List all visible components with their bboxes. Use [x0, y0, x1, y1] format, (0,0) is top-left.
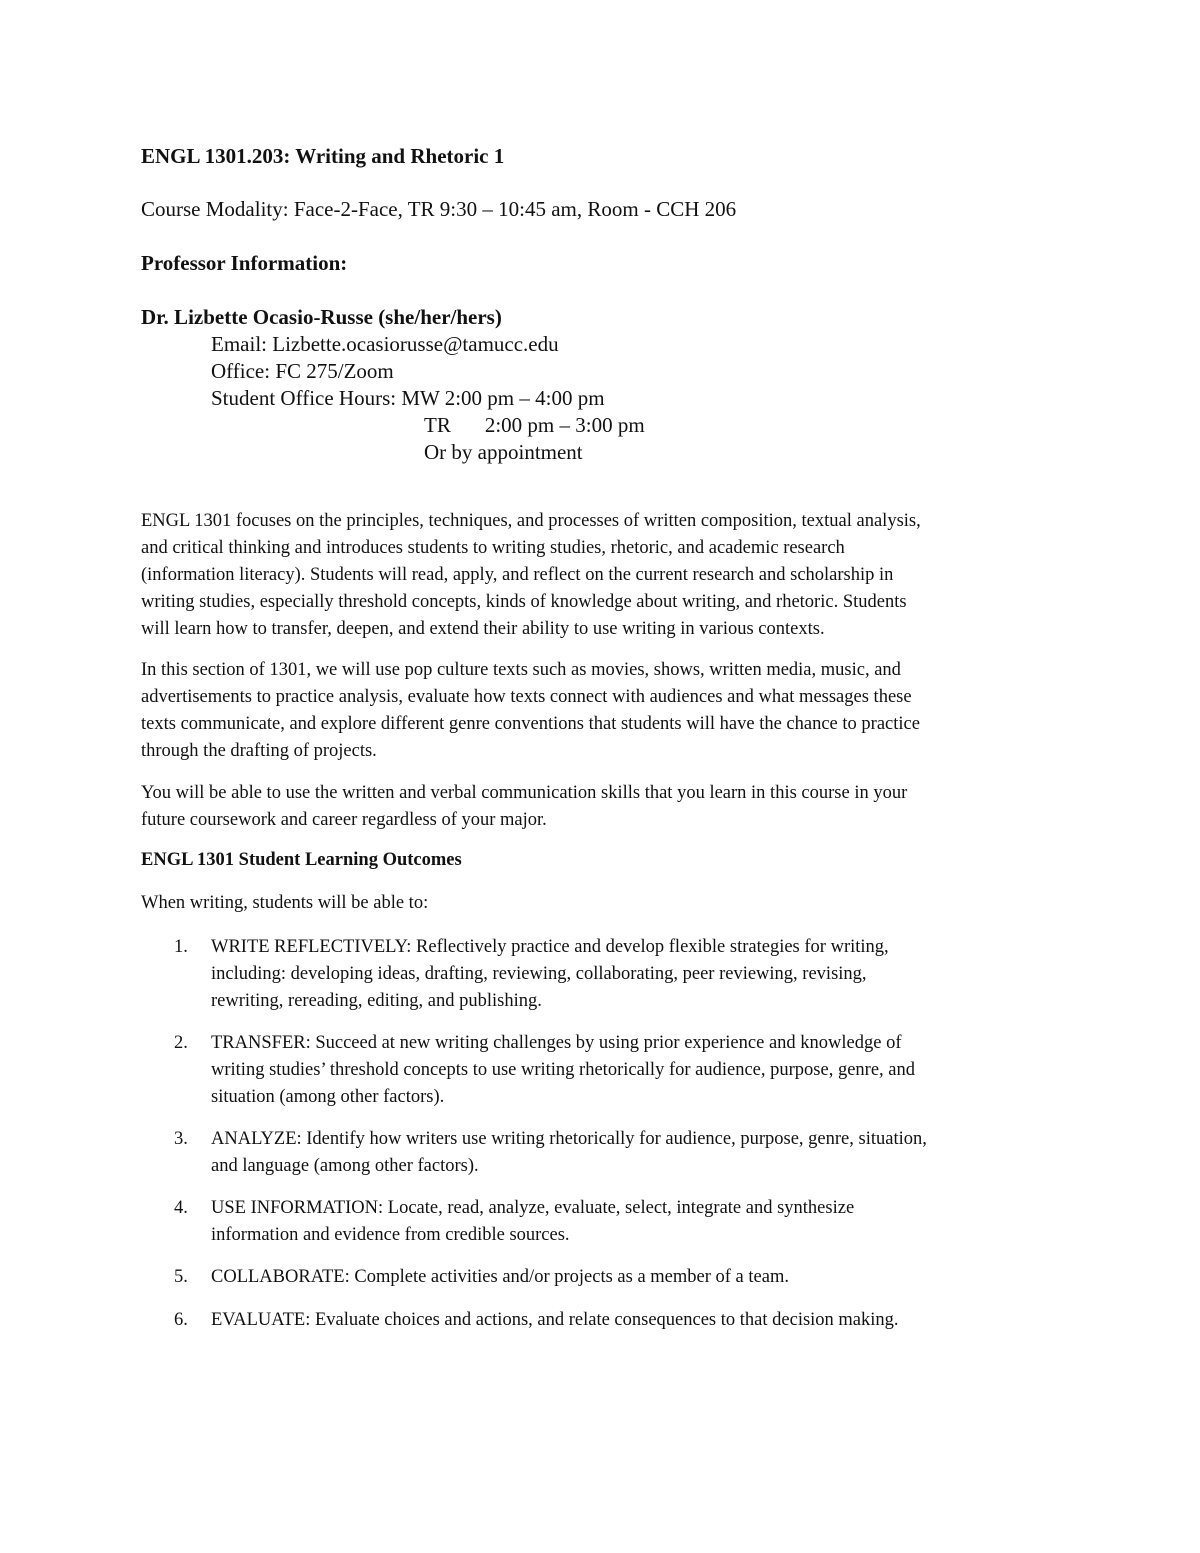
professor-office: Office: FC 275/Zoom [211, 359, 394, 383]
paragraph-line: (information literacy). Students will read, apply, and reflect on the current research and scholarship in [141, 565, 894, 585]
outcome-number: 2. [174, 1033, 188, 1053]
paragraph-line: You will be able to use the written and verbal communication skills that you learn in this course in your [141, 783, 908, 803]
professor-heading: Professor Information: [141, 251, 348, 275]
description-paragraph-1 [141, 508, 1061, 643]
outcome-number: 5. [174, 1267, 188, 1287]
office-hours-tr [424, 413, 645, 438]
outcome-line: including: developing ideas, drafting, reviewing, collaborating, peer reviewing, revising, [211, 964, 867, 984]
outcome-number: 1. [174, 937, 188, 957]
paragraph-line: texts communicate, and explore different genre conventions that students will have the chance to practice [141, 714, 920, 734]
outcomes-heading: ENGL 1301 Student Learning Outcomes [141, 850, 462, 870]
office-hours-appointment: Or by appointment [424, 440, 583, 464]
paragraph-line: and critical thinking and introduces students to writing studies, rhetoric, and academic research [141, 538, 845, 558]
paragraph-line: through the drafting of projects. [141, 741, 377, 761]
professor-email: Email: Lizbette.ocasiorusse@tamucc.edu [211, 332, 559, 356]
outcome-line: USE INFORMATION: Locate, read, analyze, evaluate, select, integrate and synthesize [211, 1198, 855, 1218]
outcome-line: EVALUATE: Evaluate choices and actions, and relate consequences to that decision making. [211, 1310, 899, 1330]
outcome-line: and language (among other factors). [211, 1156, 479, 1176]
paragraph-line: In this section of 1301, we will use pop culture texts such as movies, shows, written media, music, and [141, 660, 901, 680]
outcome-line: WRITE REFLECTIVELY: Reflectively practice and develop flexible strategies for writing, [211, 937, 889, 957]
paragraph-line: future coursework and career regardless of your major. [141, 810, 547, 830]
outcome-line: ANALYZE: Identify how writers use writing rhetorically for audience, purpose, genre, situation, [211, 1129, 927, 1149]
outcome-line: writing studies’ threshold concepts to use writing rhetorically for audience, purpose, genre, and [211, 1060, 915, 1080]
outcome-line: COLLABORATE: Complete activities and/or projects as a member of a team. [211, 1267, 789, 1287]
outcome-line: information and evidence from credible sources. [211, 1225, 570, 1245]
description-paragraph-2 [141, 657, 1061, 765]
outcome-number: 4. [174, 1198, 188, 1218]
paragraph-line: ENGL 1301 focuses on the principles, techniques, and processes of written composition, textual analysis, [141, 511, 921, 531]
outcome-line: situation (among other factors). [211, 1087, 445, 1107]
course-title: ENGL 1301.203: Writing and Rhetoric 1 [141, 144, 505, 168]
outcome-number: 3. [174, 1129, 188, 1149]
professor-name: Dr. Lizbette Ocasio-Russe (she/her/hers) [141, 305, 502, 329]
office-hours-tr-time: 2:00 pm – 3:00 pm [484, 413, 645, 437]
office-hours-tr-day: TR [424, 413, 451, 437]
paragraph-line: will learn how to transfer, deepen, and extend their ability to use writing in various contexts. [141, 619, 825, 639]
course-modality: Course Modality: Face-2-Face, TR 9:30 – 10:45 am, Room - CCH 206 [141, 197, 737, 221]
outcomes-intro: When writing, students will be able to: [141, 893, 429, 913]
paragraph-line: writing studies, especially threshold concepts, kinds of knowledge about writing, and rhetoric. Students [141, 592, 907, 612]
paragraph-line: advertisements to practice analysis, evaluate how texts connect with audiences and what messages these [141, 687, 912, 707]
outcome-number: 6. [174, 1310, 188, 1330]
office-hours-mw: Student Office Hours: MW 2:00 pm – 4:00 pm [211, 386, 605, 410]
outcome-line: TRANSFER: Succeed at new writing challenges by using prior experience and knowledge of [211, 1033, 902, 1053]
outcome-line: rewriting, rereading, editing, and publishing. [211, 991, 542, 1011]
description-paragraph-3 [141, 780, 1061, 834]
